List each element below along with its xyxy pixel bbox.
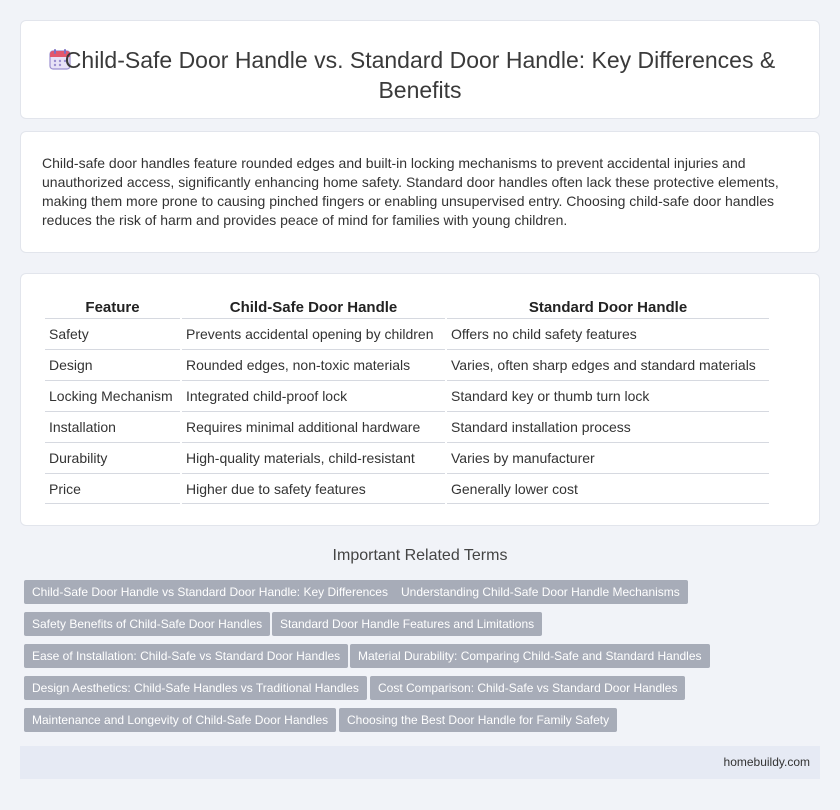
related-tag[interactable]: Child-Safe Door Handle vs Standard Door Handle: Key Differences [24, 580, 396, 604]
footer [20, 746, 820, 779]
related-tag[interactable]: Ease of Installation: Child-Safe vs Standard Door Handles [24, 644, 348, 668]
related-tag[interactable]: Safety Benefits of Child-Safe Door Handles [24, 612, 270, 636]
table-cell: Rounded edges, non-toxic materials [182, 349, 445, 380]
related-tag[interactable]: Cost Comparison: Child-Safe vs Standard Door Handles [370, 676, 685, 700]
comparison-table [43, 296, 771, 504]
table-cell: Safety [45, 318, 180, 349]
table-cell: Generally lower cost [447, 473, 769, 504]
table-cell: Requires minimal additional hardware [182, 411, 445, 442]
table-cell: Varies by manufacturer [447, 442, 769, 473]
table-row [45, 380, 769, 411]
table-cell: Locking Mechanism [45, 380, 180, 411]
table-row [45, 318, 769, 349]
related-tag[interactable]: Maintenance and Longevity of Child-Safe Door Handles [24, 708, 336, 732]
comparison-card [20, 273, 820, 526]
table-row [45, 473, 769, 504]
table-cell: Varies, often sharp edges and standard materials [447, 349, 769, 380]
table-cell: Integrated child-proof lock [182, 380, 445, 411]
table-header-row [45, 296, 769, 318]
table-cell: Standard installation process [447, 411, 769, 442]
related-tag[interactable]: Material Durability: Comparing Child-Safe and Standard Handles [350, 644, 710, 668]
table-cell: Price [45, 473, 180, 504]
intro-text: Child-safe door handles feature rounded edges and built-in locking mechanisms to prevent accidental injuries and unauthorized access, significantly enhancing home safety. Standard door handles often lack these protective elements, making them more prone to causing pinched fingers or enabling unsupervised entry. Choosing child-safe door handles reduces the risk of harm and provides peace of mind for families with young children. [42, 155, 779, 228]
related-tag[interactable]: Standard Door Handle Features and Limitations [272, 612, 542, 636]
footer-site-link[interactable]: homebuildy.com [723, 755, 810, 769]
table-row [45, 349, 769, 380]
related-tag[interactable]: Choosing the Best Door Handle for Family Safety [339, 708, 617, 732]
header-standard: Standard Door Handle [528, 298, 688, 316]
table-row [45, 442, 769, 473]
table-cell: Offers no child safety features [447, 318, 769, 349]
table-cell: Prevents accidental opening by children [182, 318, 445, 349]
table-row [45, 411, 769, 442]
intro-card [20, 131, 820, 253]
table-cell: Standard key or thumb turn lock [447, 380, 769, 411]
table-cell: Higher due to safety features [182, 473, 445, 504]
table-cell: Design [45, 349, 180, 380]
title-card [20, 20, 820, 119]
related-terms-title: Important Related Terms [332, 547, 508, 564]
page-title: Child-Safe Door Handle vs. Standard Door Handle: Key Differences & Benefits [64, 47, 776, 103]
table-cell: Durability [45, 442, 180, 473]
header-child-safe: Child-Safe Door Handle [229, 298, 398, 316]
related-tag[interactable]: Understanding Child-Safe Door Handle Mechanisms [393, 580, 688, 604]
table-cell: Installation [45, 411, 180, 442]
related-tag[interactable]: Design Aesthetics: Child-Safe Handles vs Traditional Handles [24, 676, 367, 700]
header-feature: Feature [85, 298, 140, 316]
table-cell: High-quality materials, child-resistant [182, 442, 445, 473]
